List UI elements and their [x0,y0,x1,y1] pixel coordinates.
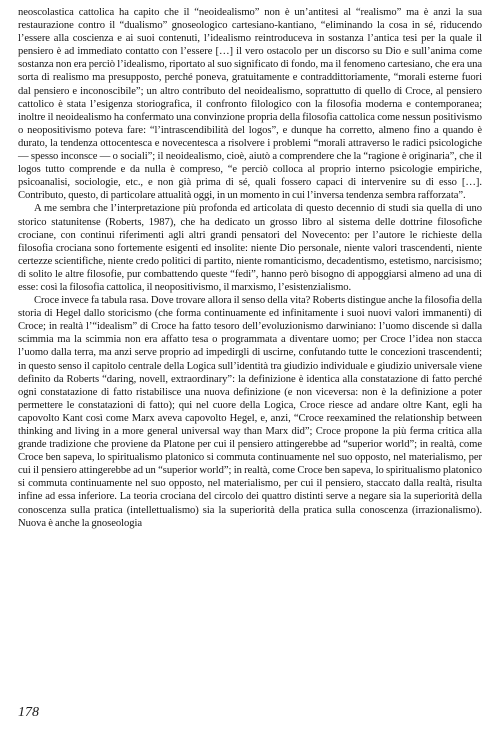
page-number: 178 [18,705,39,720]
paragraph-roberts-interpretation: A me sembra che l’interpretazione più profonda ed articolata di questo decennio di studi sia quella di uno storico statunitense (Roberts, 1987), che ha dedicato un grosso libro al sistema delle dottrine filosofiche crociane, con continui riferimenti agli altri grandi pensatori del Novecento: per l’autore le richieste della filosofia crociana sono fortemente esigenti ed insolite: niente Dio personale, niente valori trascendenti, niente certezze scientifiche, niente credo politici di partito, niente romanticismo, decadentismo, estetismo, narcisismo; di solito le altre filosofie, pur combattendo queste “fedi”, hanno però bisogno di appoggiarsi almeno ad una di esse: così la filosofia cattolica, il neopositivismo, il marxismo, l’esistenzialismo. [18,203,482,293]
paragraph-croce-tabula-rasa: Croce invece fa tabula rasa. Dove trovare allora il senso della vita? Roberts distingue anche la filosofia della storia di Hegel dallo storicismo (che forma continuamente ed infinitamente i suoi nuovi valori immanenti) di Croce; in realtà l’“idealism” di Croce ha fatto tesoro dell’evoluzionismo darwiniano: l’uomo discende sì dalla scimmia ma la scimmia non era affatto tesa o programmata a diventare uomo; per Croce l’idea non stacca l’uomo dalla terra, ma anzi serve proprio ad impedirgli di uscirne, confutando tutte le concezioni trascendenti; in questo senso il capitolo centrale della Logica sull’identità tra giudizio individuale e giudizio universale viene definito da Roberts “daring, novell, extraordinary”: la definizione è identica alla constatazione di fatto perché ogni constatazione di fatto ristabilisce una nuova definizione (e non viceversa: non è la definizione a poter permettere le constatazioni di fatto); qui nel cuore della Logica, Croce riesce ad andare oltre Kant, egli ha capovolto Kant così come Marx aveva capovolto Hegel, e, anzi, “Croce reexamined the relationship between thinking and living in a more general universal way than Marx did”; Croce propone la più ferma critica alla grande tradizione che proviene da Platone per cui il pensiero attingerebbe ad “superior world”; in realtà, come Croce ben sapeva, lo spiritualismo platonico si commuta continuamente nel suo opposto, nel materialismo, per cui il pensiero attingerebbe ad un “superior world”; in realtà, come Croce ben sapeva, lo spiritualismo platonico si commuta continuamente nel suo opposto, nel materialismo, per cui il pensiero, staccato dalla realtà, risulta infine ad essa inferiore. La teoria crociana del circolo dei quattro distinti serve a negare sia la superiorità della conoscenza sulla pratica (intellettualismo) sia la superiorità della pratica sulla conoscenza (irrazionalismo). Nuova è anche la gnoseologia [18,295,482,529]
page-body [18,6,482,530]
paragraph-neoscolastica: neoscolastica cattolica ha capito che il “neoidealismo” non è un’antitesi al “realismo” ma è anzi la sua restaurazione contro il “dualismo” gnoseologico cartesiano-kantiano, “eliminando la cosa in sé, riducendo l’essere alla coscienza e ai suoi contenuti, l’idealismo reintroduceva in sostanza l’antica tesi per la quale il pensiero è ad immediato contatto con l’essere […] il vero ostacolo per un discorso su Dio e sull’anima come sostanza non era perciò l’idealismo, riportato al suo significato di fondo, ma il fenomeno cartesiano, che era una sorta di realismo ma presupposto, perché poneva, gratuitamente e contraddittoriamente, “morali esterne fuori dal pensiero e inconoscibile”; un altro contributo del neoidealismo, soprattutto di quello di Croce, al pensiero cattolico è stata l’esigenza storiografica, il confronto filologico con la filosofia moderna e contemporanea; inoltre il neoidealismo ha confermato una convinzione propria della filosofia cattolica come nessun positivismo o neopositivismo poteva fare: “l’intrascendibilità del logos”, e dunque ha corretto, almeno fino a quando è durato, la tendenza ottocentesca e novecentesca a risolvere i problemi “morali attraverso le radici psicologiche — spesso inconsce — o sociali”; il neoidealismo, cioè, aiutò a comprendere che la “ragione è originaria”, che il logos tutto comprende e da nulla è compreso, “e perciò colloca al proprio interno psicologie empiriche, psicoanalisi, sociologie, etc., e non già prima di sé, quali fossero capaci di intervenire su di esso […]. Contributo, questo, di particolare attualità oggi, in un momento in cui l’inversa tendenza sembra rafforzata”. [18,7,482,202]
